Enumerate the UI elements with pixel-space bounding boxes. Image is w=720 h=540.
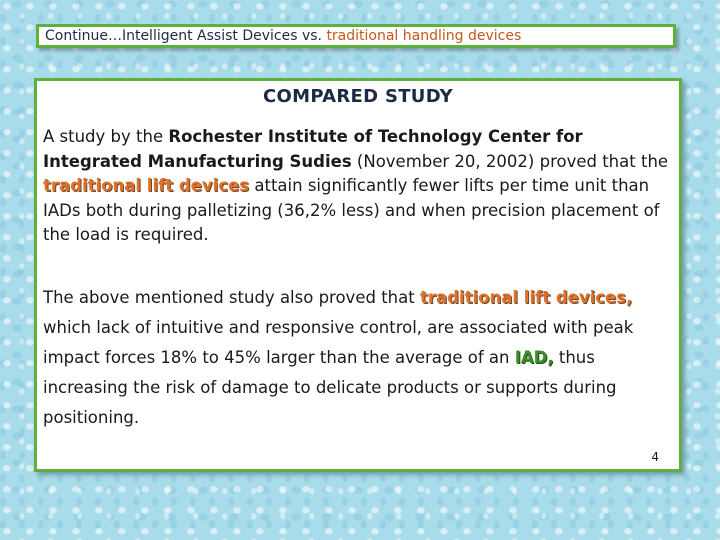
title-text-accent: traditional handling devices	[326, 28, 522, 44]
page-number: 4	[651, 450, 659, 464]
study-paragraph	[43, 125, 673, 248]
para2-text-1: The above mentioned study also proved that	[43, 288, 420, 307]
para2-text-2: which lack of intuitive and responsive control, are associated with peak impact forces 18% to 45% larger than the average of an	[43, 318, 634, 367]
institution-name: Rochester Institute of Technology Center for Integrated Manufacturing Sudies	[43, 127, 583, 171]
impact-paragraph	[43, 283, 677, 433]
content-panel	[34, 78, 682, 472]
para1-text-2: (November 20, 2002) proved that the	[351, 151, 669, 171]
slide-title-bar	[36, 24, 676, 48]
highlight-iad: IAD,	[514, 348, 554, 367]
highlight-traditional-lift-devices: traditional lift devices	[43, 176, 250, 195]
highlight-traditional-lift-devices-2: traditional lift devices,	[419, 288, 633, 307]
para2-text-3: thus increasing the risk of damage to delicate products or supports during positioning.	[43, 348, 617, 427]
title-text-vs: vs.	[301, 28, 322, 44]
section-heading: COMPARED STUDY	[263, 86, 453, 107]
title-text-main: Continue…Intelligent Assist Devices	[45, 28, 298, 44]
para1-text-3: attain significantly fewer lifts per time unit than IADs both during palletizing (36,2% less) and when precision placement of the load is required.	[43, 176, 660, 244]
para1-text-1: A study by the	[43, 127, 169, 146]
